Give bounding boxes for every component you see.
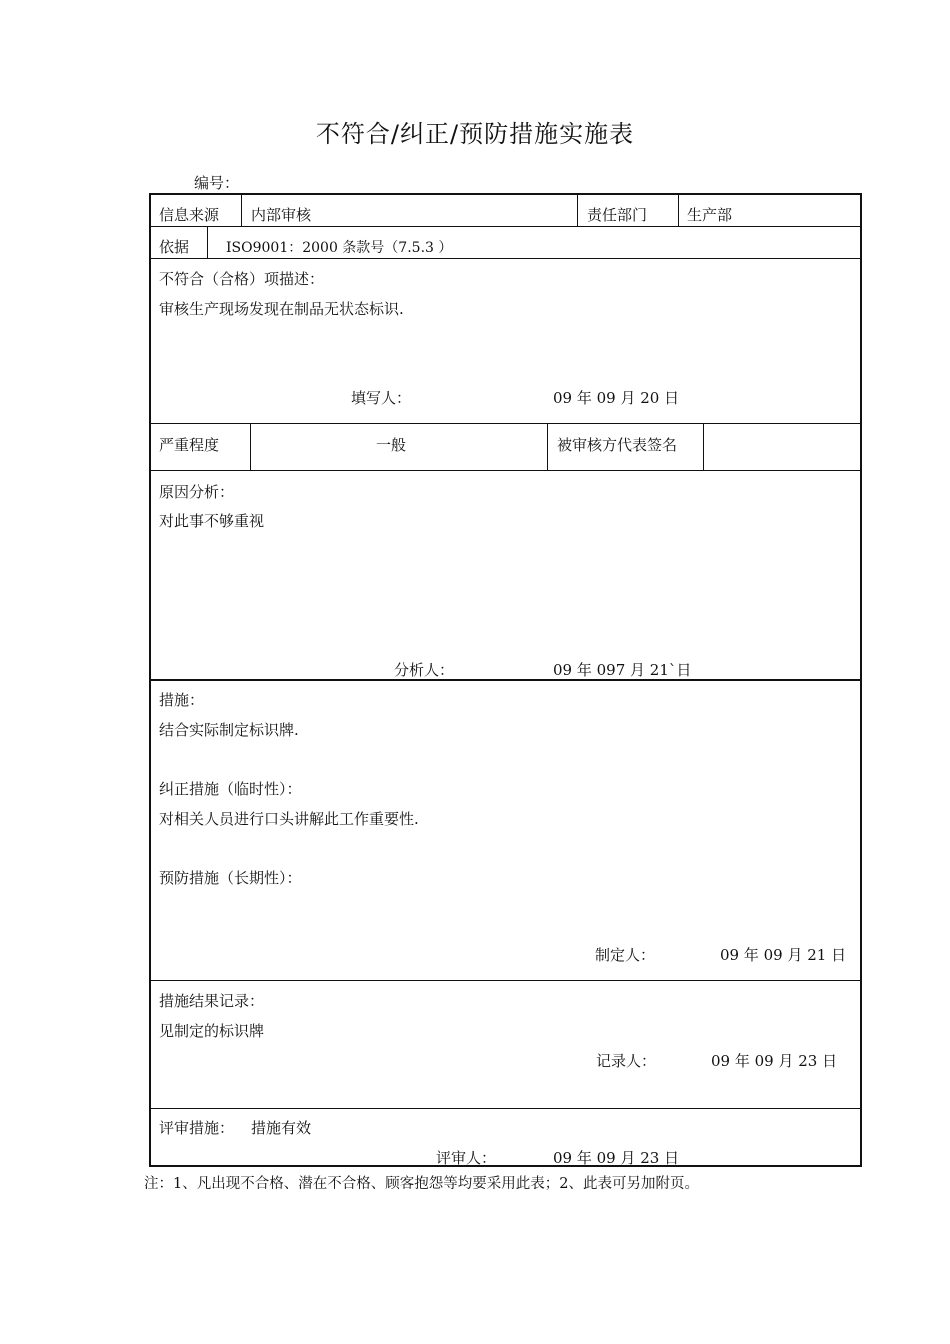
source-label: 信息来源 [159,206,220,224]
row-divider [149,470,862,471]
row-divider [149,258,862,259]
review-content: 措施有效 [251,1119,312,1137]
form-title: 不符合/纠正/预防措施实施表 [315,120,635,148]
department-label: 责任部门 [587,206,648,224]
measures-heading: 措施： [159,691,205,709]
analyst-date: 09 年 097 月 21`日 [553,661,692,679]
row-divider [149,980,862,981]
column-divider [577,194,578,226]
result-heading: 措施结果记录： [159,992,265,1010]
row-divider [149,1108,862,1109]
recorder-date: 09 年 09 月 23 日 [711,1052,838,1070]
filler-label: 填写人： [351,389,412,407]
preventive-heading: 预防措施（长期性）： [159,869,302,887]
reviewer-label: 评审人： [436,1149,497,1167]
cause-content: 对此事不够重视 [159,512,265,530]
auditee-signature-label: 被审核方代表签名 [557,436,678,454]
basis-label: 依据 [159,238,190,256]
cause-heading: 原因分析： [159,483,235,501]
column-divider [703,423,704,470]
footnote: 注：1、凡出现不合格、潜在不合格、顾客抱怨等均要采用此表；2、此表可另加附页。 [144,1176,699,1192]
analyst-label: 分析人： [394,661,455,679]
corrective-content: 对相关人员进行口头讲解此工作重要性. [159,810,419,828]
filler-date: 09 年 09 月 20 日 [553,389,680,407]
maker-date: 09 年 09 月 21 日 [720,946,847,964]
nonconformity-content: 审核生产现场发现在制品无状态标识. [159,300,404,318]
serial-number-label: 编号： [194,174,240,192]
corrective-heading: 纠正措施（临时性）： [159,780,302,798]
recorder-label: 记录人： [596,1052,657,1070]
maker-label: 制定人： [595,946,656,964]
column-divider [678,194,679,226]
severity-label: 严重程度 [159,436,220,454]
severity-value: 一般 [376,436,407,454]
reviewer-date: 09 年 09 月 23 日 [553,1149,680,1167]
source-value: 内部审核 [251,206,312,224]
measures-content: 结合实际制定标识牌. [159,721,299,739]
row-divider [149,226,862,227]
column-divider [207,226,208,258]
nonconformity-heading: 不符合（合格）项描述： [159,270,325,288]
row-divider [149,423,862,424]
result-content: 见制定的标识牌 [159,1022,265,1040]
column-divider [250,423,251,470]
row-divider [149,679,862,681]
column-divider [547,423,548,470]
column-divider [241,194,242,226]
basis-value: ISO9001：2000 条款号（7.5.3 ） [226,240,453,256]
department-value: 生产部 [687,206,733,224]
review-heading: 评审措施： [159,1119,235,1137]
